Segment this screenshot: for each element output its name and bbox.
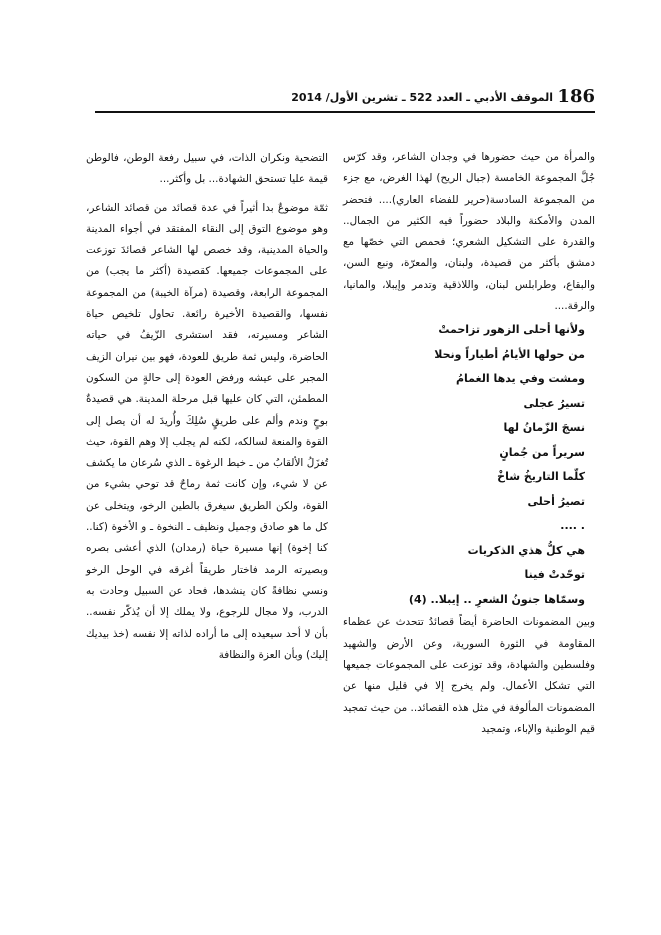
- poem-line: ولأنها أحلى الزهور تزاحمتْ: [438, 323, 585, 337]
- right-column: [343, 147, 595, 740]
- poem-line: توحّدتْ فينا: [524, 568, 585, 582]
- poem-line: نسجَ الزّمانُ لها: [503, 421, 585, 435]
- poem-line: . ....: [560, 519, 585, 533]
- poem-line: من حولها الأيامُ أطياراً ونحلا: [434, 347, 585, 361]
- header-rule: [95, 111, 595, 113]
- paragraph-2: ثمّة موضوعٌ بدا أثيراً في عدة قصائد من قصائد الشاعر، وهو موضوع التوق إلى النقاء المفتقد في أجواء المدينة والحياة المدينية، وقد خصص لها الشاعر قصائدَ توزعت على المجموعات جميعها. كقصيدة (أكثر ما يجب) من المجموعة الرابعة، وقصيدة (مرآة الخيبة) من المجموعة نفسها، والقصيدة الأخيرة رائعة. تحاول تلخيص حياة الشاعر ومسيرته، فقد استشرى الزّيفُ في حياته الحاضرة، وليس ثمة طريق للعودة، فهو بين نيران الزيف المجبر على عيشه ورفض العودة إلى حالةٍ من السكون المطمئن، التي كان عليها قبل مرحلة المدينة. هي قصيدةٌ بوحٍ وندم وألم على طريقٍ سُلِكَ وأُريدَ له أن يصل إلى القوة والمنعة لسالكه، لكنه لم يجلب إلا وهم القوة، حيث تُغزَلُ الألقابُ من ـ خيط الرغوة ـ الذي سُرعان ما يكشف عن لا شيء، وإن كانت ثمة رماحٌ قد توحي بشيء من القوة، ولكن الطريق سيغرق بالطين الرخو، ويتخلى عن كل ما هو صادق وجميل ونظيف ـ النخوة ـ و الأخوة (كنا.. كنا إخوة) إنها مسيرة حياة (رمدان) الذي أعشى بصره وبصيرته الرمد فاختار طريقاً أغرقه في الوحل الرخو ونسي نظافةً كان ينشدها، فحاد عن السبيل وحادت به الدرب، ولا مجال للرجوع، ولا يملك إلا أن يُذكّر نفسه.. بأن لا أحد سيعيده إلى ما أراده لذاته إلا نفسه (خذ بيديك إليك) وبأن العزة والنظافة: [86, 201, 328, 661]
- poem-line: هي كلُّ هذي الذكريات: [467, 543, 585, 557]
- poem-line: سريراً من جُمانٍ: [499, 445, 585, 459]
- left-column: [86, 148, 328, 666]
- poem-line: ومشت وفي يدها الغمامُ: [455, 372, 585, 386]
- page-number: 186: [557, 86, 595, 107]
- poem-line: وسمّاها جنونُ الشعرِ .. إيبلا.. (4): [408, 592, 585, 606]
- paragraph-1: التضحية ونكران الذات، في سبيل رفعة الوطن، فالوطن قيمة عليا تستحق الشهادة... بل وأكثر...: [86, 152, 328, 186]
- poem-excerpt: [343, 318, 585, 612]
- poem-line: تصيرُ أحلى: [527, 494, 585, 508]
- paragraph-gap: [86, 191, 328, 198]
- poem-line: كلّما التاريخُ شاخْ: [497, 470, 585, 484]
- journal-issue-line: الموقف الأدبي ـ العدد 522 ـ تشرين الأول/ 2014: [291, 91, 553, 104]
- paragraph-outro: وبين المضمونات الحاضرة أيضاً قصائدُ تتحدث عن عظماء المقاومة في الثورة السورية، وعن الأرض والشهيد وفلسطين والشهادة، وقد توزعت على المجموعات جميعها التي تشكل الأعمال. ولم يخرج إلا في قليل منها عن المضمونات المألوفة في مثل هذه القصائد.. من حيث تمجيد قيم الوطنية والإباء، وتمجيد: [343, 616, 595, 735]
- poem-line: تسيرُ عجلى: [523, 396, 585, 410]
- paragraph-intro: والمرأة من حيث حضورها في وجدان الشاعر، وقد كرّس جُلَّ المجموعة الخامسة (جبال الريح) لهذا الغرض، مع جزء من المجموعة السادسة(حرير للفضاء العاري).... فتحضر المدن والأمكنة والبلاد حضوراً فيه الكثير من الجمال.. والقدرة على التشكيل الشعري؛ فحمص التي خصّها مع دمشق بأكثر من قصيدة، ولبنان، والمعرّة، ونبع السن، والبقاع، وطرابلس لبنان، واللاذقية وتدمر وإيبلا، والمانيا، والرقة....: [343, 151, 595, 313]
- page-header: [95, 86, 595, 112]
